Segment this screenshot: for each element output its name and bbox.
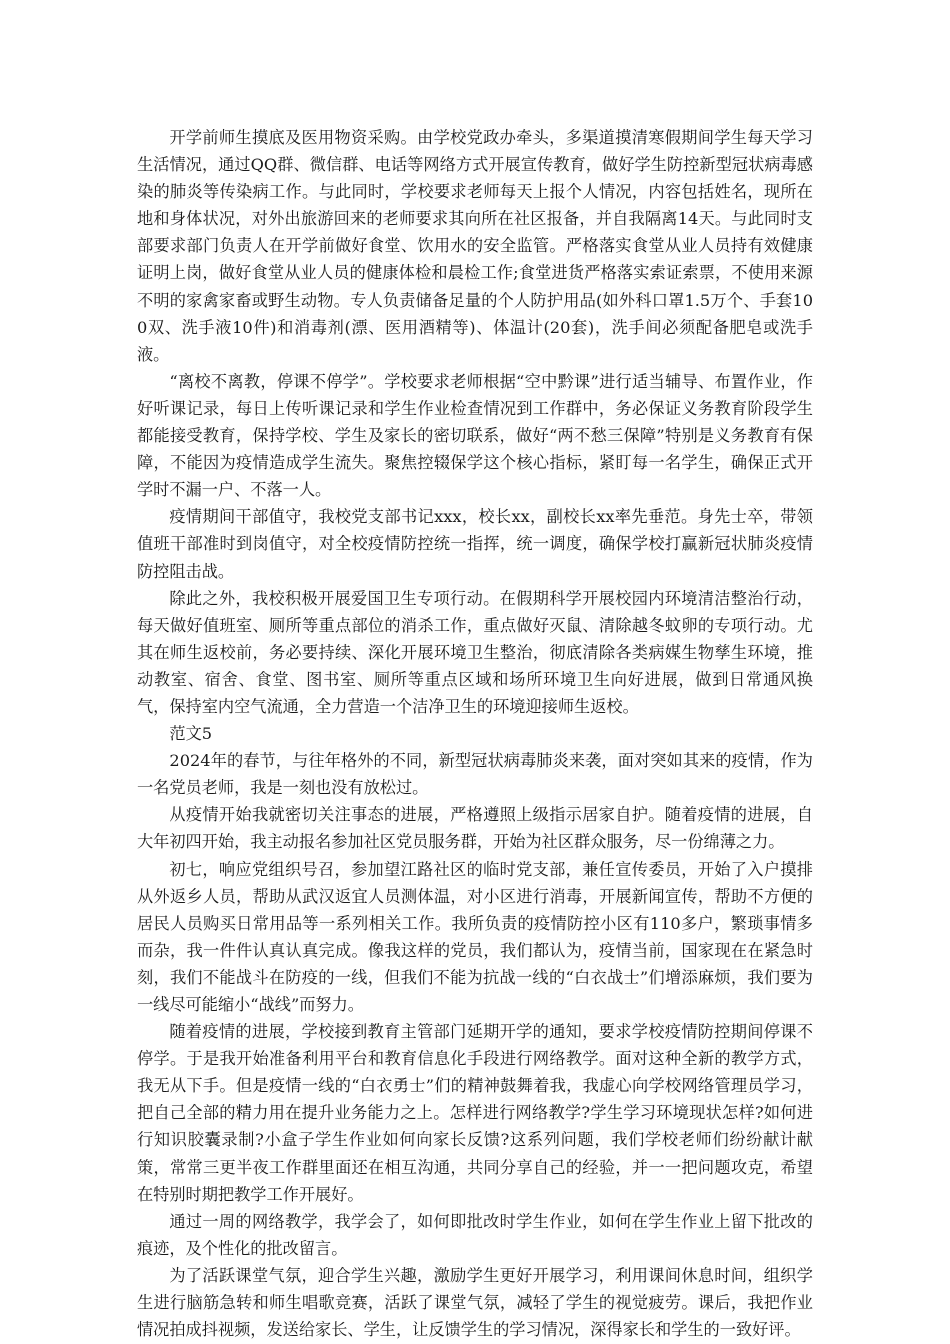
paragraph-hygiene: 除此之外，我校积极开展爱国卫生专项行动。在假期科学开展校园内环境清洁整治行动，每天做好值班室、厕所等重点部位的消杀工作，重点做好灭鼠、清除越冬蚊卵的专项行动。尤其在师生返校前，务必要持续、深化开展环境卫生整治，彻底清除各类病媒生物孳生环境，推动教室、宿舍、食堂、图书室、厕所等重点区域和场所环境卫生向好进展，做到日常通风换气，保持室内空气流通，全力营造一个洁净卫生的环境迎接师生返校。 xyxy=(137,588,813,716)
paragraph-duty: 疫情期间干部值守，我校党支部书记xxx，校长xx，副校长xx率先垂范。身先士卒，带领值班干部准时到岗值守，对全校疫情防控统一指挥，统一调度，确保学校打赢新冠状肺炎疫情防控阻击战。 xyxy=(137,507,813,581)
paragraph-supplies: 开学前师生摸底及医用物资采购。由学校党政办牵头，多渠道摸清寒假期间学生每天学习生活情况，通过QQ群、微信群、电话等网络方式开展宣传教育，做好学生防控新型冠状病毒感染的肺炎等传染病工作。与此同时，学校要求老师每天上报个人情况，内容包括姓名，现所在地和身体状况，对外出旅游回来的老师要求其向所在社区报备，并自我隔离14天。与此同时支部要求部门负责人在开学前做好食堂、饮用水的安全监管。严格落实食堂从业人员持有效健康证明上岗，做好食堂从业人员的健康体检和晨检工作;食堂进货严格落实索证索票，不使用来源不明的家禽家畜或野生动物。专人负责储备足量的个人防护用品(如外科口罩1.5万个、手套100双、洗手液10件)和消毒剂(漂、医用酒精等)、体温计(20套)，洗手间必须配备肥皂或洗手液。 xyxy=(137,128,813,364)
paragraph-community-service: 从疫情开始我就密切关注事态的进展，严格遵照上级指示居家自护。随着疫情的进展，自大年初四开始，我主动报名参加社区党员服务群，开始为社区群众服务，尽一份绵薄之力。 xyxy=(137,805,813,852)
paragraph-online-teaching: 随着疫情的进展，学校接到教育主管部门延期开学的通知，要求学校疫情防控期间停课不停学。于是我开始准备利用平台和教育信息化手段进行网络教学。面对这种全新的教学方式，我无从下手。但是疫情一线的“白衣勇士”们的精神鼓舞着我，我虚心向学校网络管理员学习，把自己全部的精力用在提升业务能力之上。怎样进行网络教学?学生学习环境现状怎样?如何进行知识胶囊录制?小盒子学生作业如何向家长反馈?这系列问题，我们学校老师们纷纷献计献策，常常三更半夜工作群里面还在相互沟通，共同分享自己的经验，并一一把问题攻克，希望在特别时期把教学工作开展好。 xyxy=(137,1022,813,1204)
paragraph-temporary-branch: 初七，响应党组织号召，参加望江路社区的临时党支部，兼任宣传委员，开始了入户摸排从外返乡人员，帮助从武汉返宜人员测体温，对小区进行消毒，开展新闻宣传，帮助不方便的居民人员购买日常用品等一系列相关工作。我所负责的疫情防控小区有110多户，繁琐事情多而杂，我一件件认真认真完成。像我这样的党员，我们都认为，疫情当前，国家现在在紧急时刻，我们不能战斗在防疫的一线，但我们不能为抗战一线的“白衣战士”们增添麻烦，我们要为一线尽可能缩小“战线”而努力。 xyxy=(137,859,813,1014)
section-title: 范文5 xyxy=(169,724,213,744)
paragraph-classroom-activity: 为了活跃课堂气氛，迎合学生兴趣，激励学生更好开展学习，利用课间休息时间，组织学生进行脑筋急转和师生唱歌竞赛，活跃了课堂气氛，减轻了学生的视觉疲劳。课后，我把作业情况拍成抖视频，发送给家长、学生，让反馈学生的学习情况，深得家长和学生的一致好评。 xyxy=(137,1265,813,1340)
paragraph-grading: 通过一周的网络教学，我学会了，如何即批改时学生作业，如何在学生作业上留下批改的痕迹，及个性化的批改留言。 xyxy=(137,1211,813,1258)
paragraph-teaching: “离校不离教，停课不停学”。学校要求老师根据“空中黔课”进行适当辅导、布置作业，作好听课记录，每日上传听课记录和学生作业检查情况到工作群中，务必保证义务教育阶段学生都能接受教育，保持学校、学生及家长的密切联系，做好“两不愁三保障”特别是义务教育有保障，不能因为疫情造成学生流失。聚焦控辍保学这个核心指标，紧盯每一名学生，确保正式开学时不漏一户、不落一人。 xyxy=(137,371,813,500)
paragraph-spring-festival: 2024年的春节，与往年格外的不同，新型冠状病毒肺炎来袭，面对突如其来的疫情，作为一名党员老师，我是一刻也没有放松过。 xyxy=(137,751,813,798)
document-page xyxy=(137,124,813,1343)
